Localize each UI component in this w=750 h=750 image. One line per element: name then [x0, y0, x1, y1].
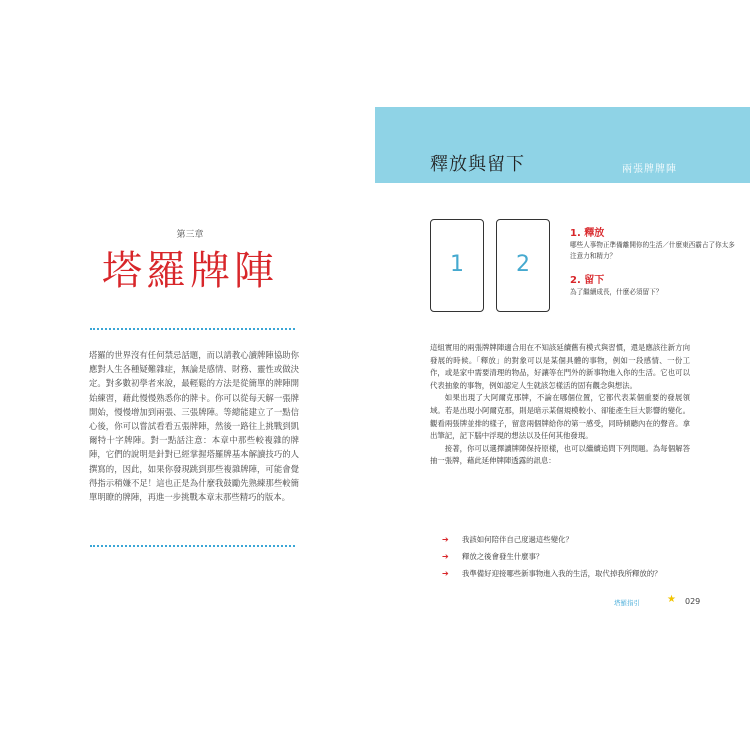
question-text: 我準備好迎接哪些新事物進入我的生活，取代掉我所釋放的？: [462, 569, 662, 578]
card-number: 1: [450, 252, 464, 277]
intro-paragraph: 塔羅的世界沒有任何禁忌話題，而以請教心讀牌陣協助你應對人生各種疑難雜症，無論是感情、財務、靈性或做決定。對多數初學者來說，最輕鬆的方法是從簡單的牌陣開始練習，藉此慢慢熟悉你的牌卡。你可以從每天解一張牌開始，慢慢增加到兩張、三張牌陣。等總能建立了一點信心後，你可以嘗試看看五張牌陣，然後一路往上挑戰到凱爾特十字牌陣。對一點話注意：本章中那些較複雜的牌陣，它們的說明是針對已經掌握塔羅牌基本解讀技巧的人撰寫的，因此，如果你發現跳到那些複雜牌陣，可能會覺得指示稍嫌不足！這也正是為什麼我鼓勵先熟練那些較簡單明瞭的牌陣，再進一步挑戰本章末那些精巧的版本。: [89, 350, 299, 503]
chapter-label: 第三章: [176, 230, 204, 240]
body-paragraph-1: 這組實用的兩張牌牌陣適合用在不知該延續舊有模式與習慣，還是應該往新方向發展的時候。「釋放」的對象可以是某個具體的事物，例如一段感情、一份工作，或是家中需要清理的物品，好讓等在門外的新事物進入你的生活。它也可以代表抽象的事物，例如認定人生就該怎樣活的固有觀念與想法。: [430, 343, 690, 390]
dotted-divider-bottom: [90, 545, 295, 547]
arrow-right-icon: ➔: [442, 535, 449, 544]
arrow-right-icon: ➔: [442, 552, 449, 561]
question-item: [442, 565, 702, 582]
chapter-title: 塔羅牌陣: [102, 248, 278, 294]
question-text: 釋放之後會發生什麼事？: [462, 552, 544, 561]
body-paragraph-2: 如果出現了大阿爾克那牌，不論在哪個位置，它都代表某個重要的發展領域。若是出現小阿爾克那，則是暗示某個規模較小、卻能產生巨大影響的變化。觀看兩張牌並排的樣子，留意兩個牌給你的第一感受，同時傾聽內在的聲音。拿出筆記，記下腦中浮現的想法以及任何其他發現。: [430, 393, 690, 441]
tarot-card-position-1: [430, 219, 484, 312]
question-item: [442, 531, 702, 548]
card-number: 2: [516, 252, 530, 277]
section-subtitle: 兩張牌牌陣: [622, 164, 677, 175]
chapter-intro-text: [89, 348, 299, 504]
question-text: 我該如何陪伴自己度過這些變化？: [462, 535, 573, 544]
position-2-title: 2. 留下: [570, 275, 605, 286]
arrow-right-icon: ➔: [442, 569, 449, 578]
footer-label: 塔羅指引: [614, 599, 640, 607]
star-icon: ★: [667, 594, 676, 605]
section-title: 釋放與留下: [430, 154, 525, 175]
spread-body-text: [430, 342, 690, 468]
tarot-card-position-2: [496, 219, 550, 312]
question-item: [442, 548, 702, 565]
page-number: 029: [685, 597, 701, 606]
position-2-description: 為了繼續成長，什麼必須留下？: [570, 288, 663, 296]
body-paragraph-3: 接著，你可以選擇讀牌陣保持原樣，也可以繼續追問下列問題。為每個解答抽一張牌，藉此延伸牌陣透露的訊息：: [430, 443, 690, 466]
dotted-divider-top: [90, 328, 295, 330]
position-1-description: 哪些人事物正準備離開你的生活／什麼東西霸占了你太多注意力和精力？: [570, 241, 735, 260]
position-1-title: 1. 釋放: [570, 228, 605, 239]
follow-up-questions: [442, 531, 702, 582]
